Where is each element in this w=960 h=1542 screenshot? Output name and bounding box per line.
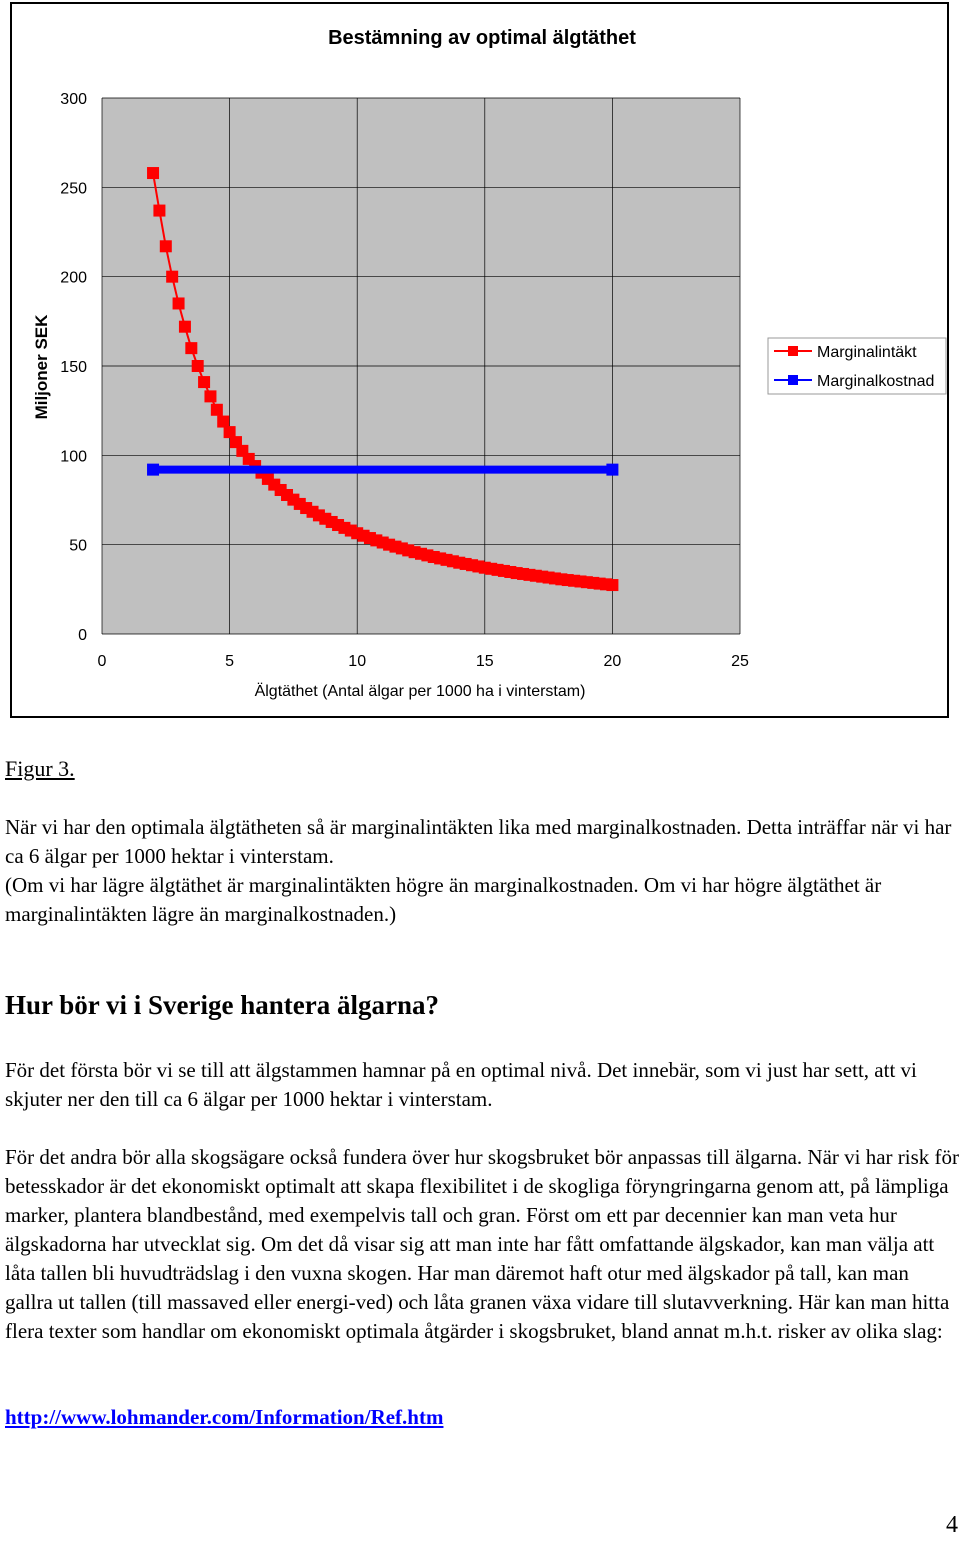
x-tick-label: 5: [225, 653, 235, 670]
y-axis-label: Miljoner SEK: [32, 314, 51, 420]
y-tick-label: 250: [60, 180, 87, 198]
paragraph-4: För det andra bör alla skogsägare också fundera över hur skogsbruket bör anpassas till älgarna. När vi har risk för betesskador är det ekonomiskt optimalt att skapa flexibilitet i de skogliga föryngringarna genom att, på lämpliga marker, plantera blandbestånd, med exempelvis tall och gran. Först om ett par decennier kan man veta hur älgskadorna har utvecklat sig. Om det då visar sig att man inte har fått omfattande älgskador, kan man välja att låta tallen bli huvudträdslag i den vuxna skogen. Har man däremot haft otur med älgskador på tall, kan man gallra ut tallen (till massaved eller energi-ved) och låta granen växa vidare till slutavverkning. Här kan man hitta flera texter som handlar om ekonomiskt optimala åtgärder i skogsbruket, bland annat m.h.t. risker av olika slag:: [5, 1145, 960, 1343]
y-tick-label: 300: [60, 91, 87, 108]
data-point-marginalintakt: [147, 167, 159, 179]
paragraph-3: För det första bör vi se till att älgstammen hamnar på en optimal nivå. Det innebär, som vi just har sett, att vi skjuter ner den till ca 6 älgar per 1000 hektar i vinterstam.: [5, 1058, 917, 1111]
data-point-marginalintakt: [192, 360, 204, 372]
reference-link[interactable]: http://www.lohmander.com/Information/Ref.htm: [5, 1405, 444, 1429]
y-tick-label: 0: [78, 627, 87, 644]
chart-title: Bestämning av optimal älgtäthet: [328, 27, 636, 49]
y-tick-label: 50: [69, 537, 87, 555]
data-point-marginalintakt: [606, 579, 618, 591]
data-point-marginalintakt: [217, 416, 229, 428]
paragraph-2: (Om vi har lägre älgtäthet är marginalintäkten högre än marginalkostnaden. Om vi har högre älgtäthet är marginalintäkten lägre än marginalkostnaden.): [5, 873, 882, 926]
data-point-marginalintakt: [173, 297, 185, 309]
data-point-marginalkostnad: [606, 464, 618, 476]
data-point-marginalintakt: [198, 376, 210, 388]
data-point-marginalkostnad: [147, 464, 159, 476]
chart-frame: [10, 2, 949, 718]
y-tick-label: 100: [60, 448, 87, 466]
y-tick-label: 150: [60, 359, 87, 376]
legend-marker-marginalintakt: [788, 346, 798, 356]
data-point-marginalintakt: [166, 271, 178, 283]
data-point-marginalintakt: [204, 390, 216, 402]
data-point-marginalintakt: [160, 240, 172, 252]
data-point-marginalintakt: [153, 205, 165, 217]
data-point-marginalintakt: [211, 404, 223, 416]
x-tick-label: 0: [97, 653, 107, 670]
x-axis-label: Älgtäthet (Antal älgar per 1000 ha i vinterstam): [254, 683, 586, 700]
legend-label-marginalkostnad: Marginalkostnad: [817, 373, 935, 390]
x-tick-label: 15: [475, 653, 494, 670]
chart: [12, 4, 947, 716]
legend-label-marginalintakt: Marginalintäkt: [817, 344, 917, 361]
legend-marker-marginalkostnad: [788, 375, 798, 385]
page-number: 4: [946, 1512, 958, 1538]
figure-label: Figur 3.: [5, 756, 75, 781]
x-tick-label: 20: [603, 653, 622, 670]
y-tick-label: 200: [60, 269, 87, 287]
x-tick-label: 25: [731, 653, 749, 670]
x-tick-label: 10: [348, 653, 367, 670]
paragraph-1: När vi har den optimala älgtätheten så är marginalintäkten lika med marginalkostnaden. Detta inträffar när vi har ca 6 älgar per 1000 hektar i vinterstam.: [5, 815, 952, 868]
data-point-marginalintakt: [179, 321, 191, 333]
data-point-marginalintakt: [185, 342, 197, 354]
section-heading: Hur bör vi i Sverige hantera älgarna?: [5, 990, 439, 1020]
legend: [768, 338, 946, 394]
